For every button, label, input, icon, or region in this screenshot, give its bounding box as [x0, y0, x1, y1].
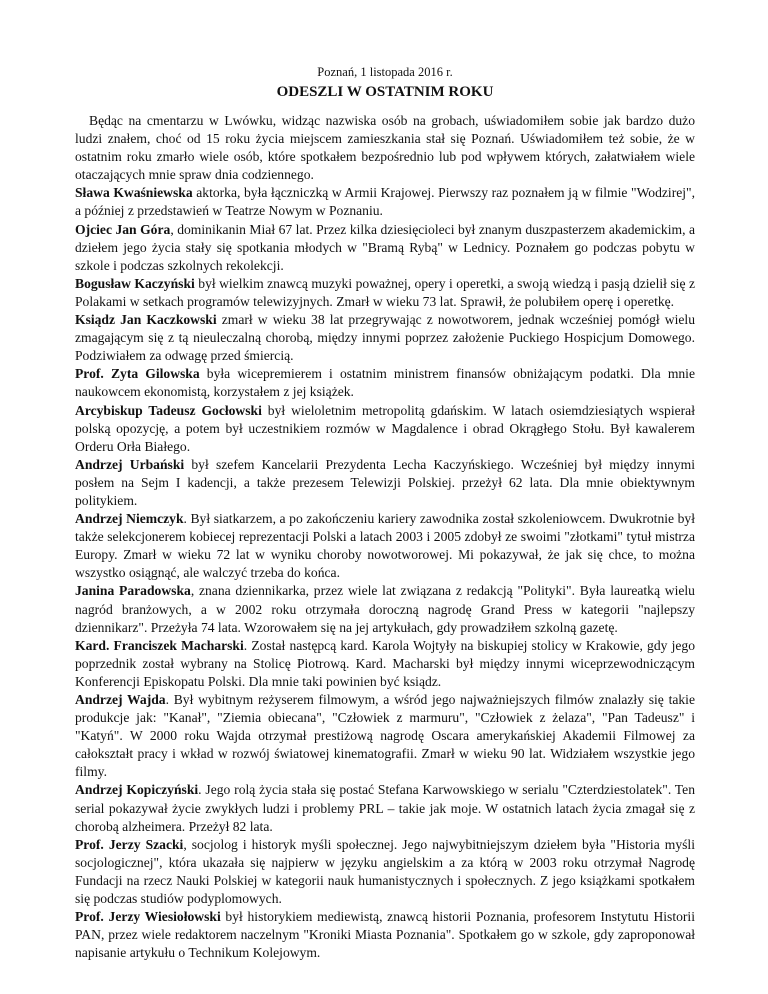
- person-name: Janina Paradowska: [75, 583, 191, 599]
- obituary-list: [75, 184, 695, 962]
- obituary-entry: [75, 402, 695, 456]
- obituary-entry: [75, 275, 695, 311]
- person-name: Bogusław Kaczyński: [75, 275, 195, 291]
- obituary-entry: [75, 691, 695, 781]
- person-name: Prof. Jerzy Szacki: [75, 836, 184, 852]
- intro-paragraph: Będąc na cmentarzu w Lwówku, widząc nazwiska osób na grobach, uświadomiłem sobie jak bardzo dużo ludzi znałem, choć od 15 roku życia miejscem zamieszkania stał się Poznań. Uświadomiłem też sobie, że w ostatnim roku zmarło wiele osób, które spotkałem bezpośrednio lub pod wpływem których, załatwiałem wiele otaczających mnie spraw dnia codziennego.: [75, 113, 695, 183]
- obituary-entry: [75, 510, 695, 582]
- obituary-entry: [75, 311, 695, 365]
- entry-text: , dominikanin Miał 67 lat. Przez kilka dziesięcioleci był znanym duszpasterzem akademickim, a dziełem jego życia stały się spotkania młodych w "Bramą Rybą" w Lednicy. Poznałem go podczas pobytu w szkole i podczas szkolnych rekolekcji.: [75, 221, 695, 273]
- entry-text: był historykiem mediewistą, znawcą historii Poznania, profesorem Instytutu Historii PAN, przez wiele redaktorem naczelnym "Kroniki Miasta Poznania". Spotkałem go w szkole, gdy zaproponował napisanie artykułu o Technikum Kolejowym.: [75, 909, 695, 961]
- entry-text: zmarł w wieku 38 lat przegrywając z nowotworem, jednak wcześniej pomógł wielu zmagającym się z tą nieuleczalną chorobą, między innymi poprzez założenie Puckiego Hospicjum Domowego. Podziwiałem za odwagę przed śmiercią.: [75, 312, 695, 364]
- person-name: Sława Kwaśniewska: [75, 185, 193, 201]
- obituary-entry: [75, 908, 695, 962]
- entry-text: , znana dziennikarka, przez wiele lat związana z redakcją "Polityki". Była laureatką wielu nagród branżowych, a w 2002 roku otrzymała doroczną nagrodę Grand Press w kategorii "najlepszy dziennikarz". Przeżyła 74 lata. Wzorowałem się na jej artykułach, gdy prowadziłem szkolną gazetę.: [75, 583, 695, 635]
- entry-text: aktorka, była łączniczką w Armii Krajowej. Pierwszy raz poznałem ją w filmie "Wodzirej", a później z przedstawień w Teatrze Nowym w Poznaniu.: [75, 185, 695, 219]
- person-name: Arcybiskup Tadeusz Gocłowski: [75, 402, 262, 418]
- entry-text: był wielkim znawcą muzyki poważnej, opery i operetki, a swoją wiedzą i pasją dzielił się z Polakami w setkach programów telewizyjnych. Zmarł w wieku 73 lat. Sprawił, że polubiłem operę i operetkę.: [75, 275, 695, 309]
- page-title: ODESZLI W OSTATNIM ROKU: [276, 84, 494, 100]
- person-name: Ksiądz Jan Kaczkowski: [75, 312, 217, 328]
- dateline: Poznań, 1 listopada 2016 r.: [317, 65, 453, 79]
- obituary-entry: [75, 836, 695, 908]
- obituary-entry: [75, 582, 695, 636]
- person-name: Andrzej Urbański: [75, 456, 185, 472]
- person-name: Andrzej Kopiczyński: [75, 782, 199, 798]
- person-name: Prof. Jerzy Wiesiołowski: [75, 909, 221, 925]
- person-name: Kard. Franciszek Macharski: [75, 637, 244, 653]
- person-name: Andrzej Niemczyk: [75, 511, 184, 527]
- person-name: Prof. Zyta Gilowska: [75, 366, 200, 382]
- obituary-entry: [75, 456, 695, 510]
- document-page: [75, 64, 695, 962]
- entry-text: była wicepremierem i ostatnim ministrem finansów obniżającym podatki. Dla mnie naukowcem ekonomistą, korzystałem z jej książek.: [75, 366, 695, 400]
- obituary-entry: [75, 365, 695, 401]
- entry-text: . Był siatkarzem, a po zakończeniu kariery zawodnika został szkoleniowcem. Dwukrotnie był także selekcjonerem kobiecej reprezentacji Polski a latach 2003 i 2005 zdobył ze swoimi "złotkami" tytuł mistrza Europy. Zmarł w wieku 72 lat w wyniku choroby nowotworowej. Mi pokazywał, że jak się chce, to można wszystko osiągnąć, ale walczyć trzeba do końca.: [75, 511, 695, 581]
- entry-text: . Został następcą kard. Karola Wojtyły na biskupiej stolicy w Krakowie, gdy jego poprzednik został wybrany na Stolicę Piotrową. Kard. Macharski był między innymi wiceprzewodniczącym Konferencji Episkopatu Polski. Dla mnie taki powinien być ksiądz.: [75, 637, 695, 689]
- entry-text: był wieloletnim metropolitą gdańskim. W latach osiemdziesiątych wspierał polską opozycję, a potem był uczestnikiem rozmów w Magdalence i obrad Okrągłego Stołu. Był kawalerem Orderu Orła Białego.: [75, 402, 695, 454]
- obituary-entry: [75, 781, 695, 835]
- entry-text: , socjolog i historyk myśli społecznej. Jego najwybitniejszym dziełem była "Historia myśli socjologicznej", która ukazała się najpierw w języku angielskim a za którą w 2003 roku otrzymał Nagrodę Fundacji na rzecz Nauki Polskiej w kategorii nauk humanistycznych i społecznych. Z jego książkami spotkałem się podczas studiów podyplomowych.: [75, 836, 695, 907]
- person-name: Ojciec Jan Góra: [75, 221, 171, 237]
- person-name: Andrzej Wajda: [75, 692, 166, 707]
- obituary-entry: [75, 637, 695, 691]
- entry-text: był szefem Kancelarii Prezydenta Lecha Kaczyńskiego. Wcześniej był między innymi posłem na Sejm I kadencji, a także prezesem Telewizji Polskiej. przeżył 62 lata. Dla mnie obiektywnym politykiem.: [75, 456, 695, 508]
- entry-text: . Jego rolą życia stała się postać Stefana Karwowskiego w serialu "Czterdziestolatek". Ten serial pokazywał życie zwykłych ludzi i problemy PRL – takie jak moje. W ostatnich latach życia zmagał się z chorobą alzheimera. Przeżył 82 lata.: [75, 782, 695, 834]
- entry-text: . Był wybitnym reżyserem filmowym, a wśród jego najważniejszych filmów znalazły się takie produkcje jak: "Kanał", "Ziemia obiecana", "Człowiek z marmuru", "Człowiek z żelaza", "Pan Tadeusz" i "Katyń". W 2000 roku Wajda otrzymał prestiżową nagrodę Oscara amerykańskiej Akademii Filmowej za całokształt pracy i wkład w rozwój światowej kinematografii. Zmarł w wieku 90 lat. Widziałem wszystkie jego filmy.: [75, 692, 695, 780]
- obituary-entry: [75, 221, 695, 275]
- obituary-entry: [75, 184, 695, 220]
